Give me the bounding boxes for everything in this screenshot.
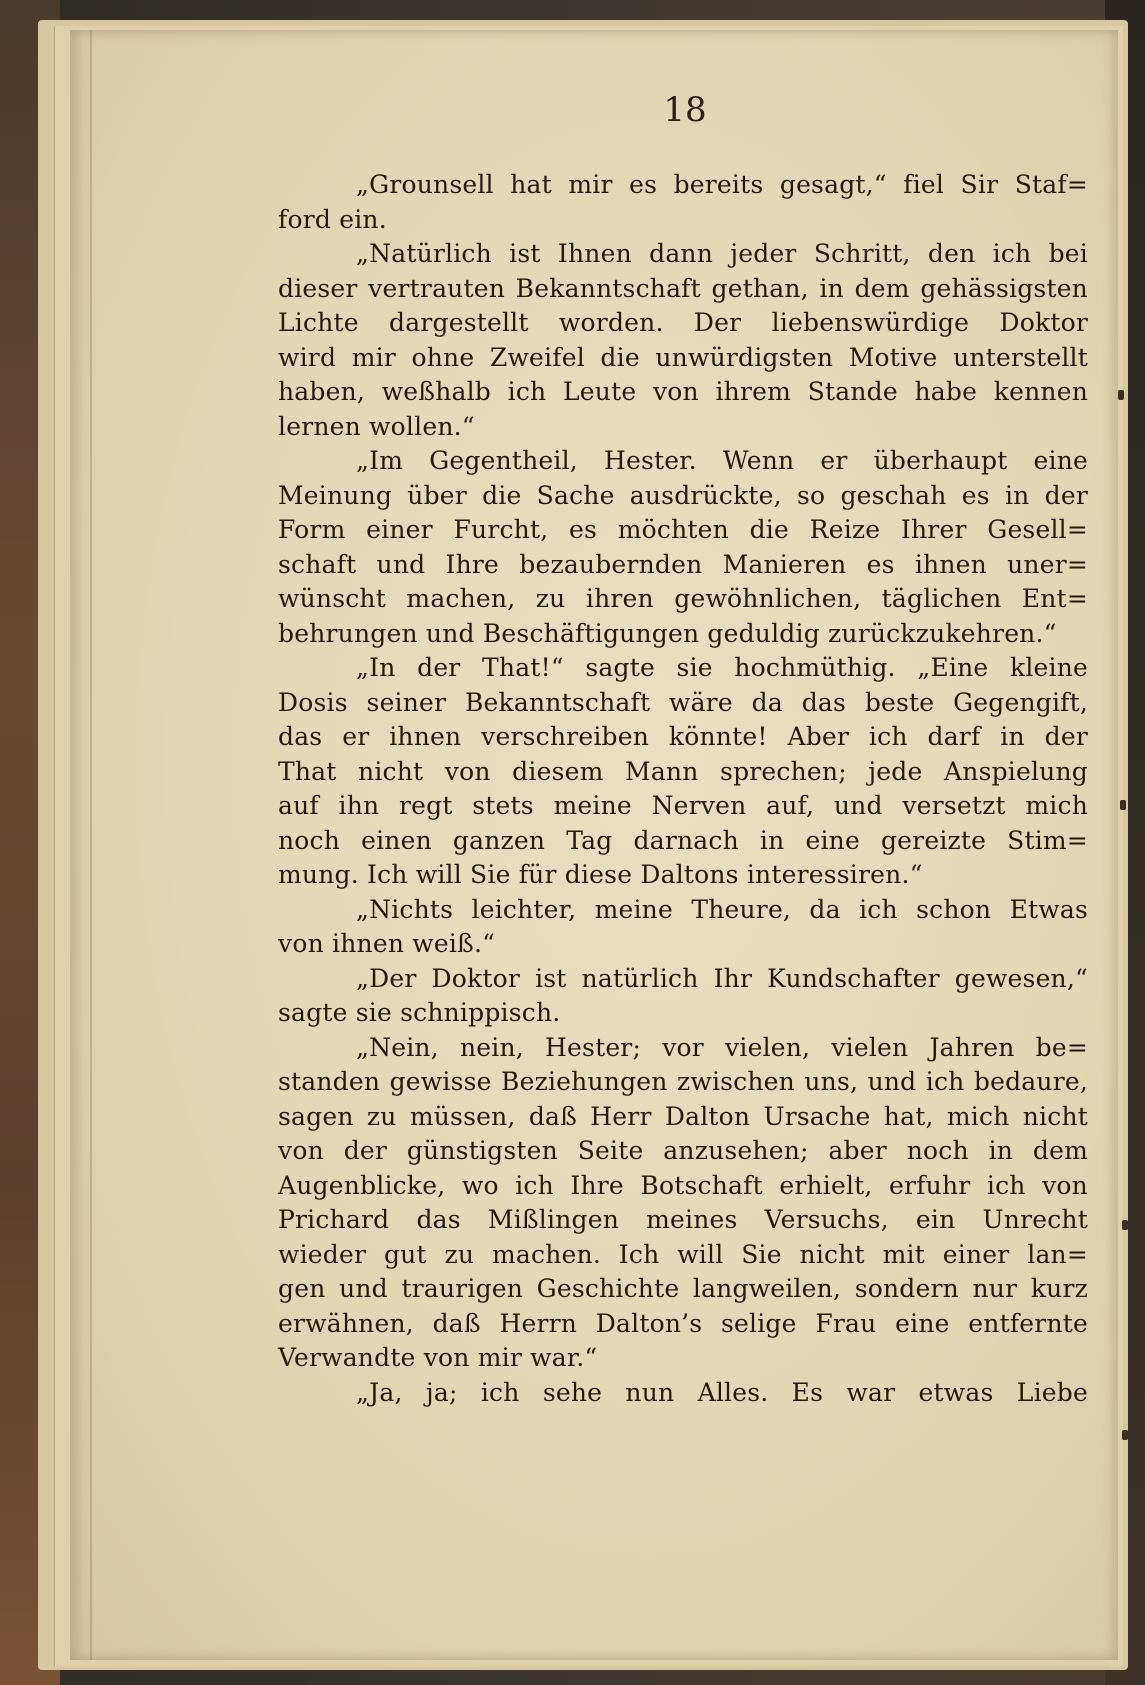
- text-line: Prichard das Mißlingen meines Versuchs, ein Unrecht: [278, 1205, 1088, 1234]
- text-line: von der günstigsten Seite anzusehen; aber noch in dem: [278, 1136, 1088, 1165]
- text-line: Lichte dargestellt worden. Der liebenswürdige Doktor: [278, 308, 1088, 337]
- text-line: wieder gut zu machen. Ich will Sie nicht mit einer lan=: [278, 1239, 1088, 1269]
- text-line: Verwandte von mir war.“: [278, 1343, 598, 1372]
- text-line: haben, weßhalb ich Leute von ihrem Stande habe kennen: [278, 377, 1088, 406]
- text-line: das er ihnen verschreiben könnte! Aber ich darf in der: [278, 722, 1088, 751]
- text-line: wird mir ohne Zweifel die unwürdigsten Motive unterstellt: [278, 342, 1088, 372]
- page-number: 18: [663, 90, 707, 130]
- page-gutter: [90, 30, 92, 1660]
- text-line: lernen wollen.“: [278, 411, 475, 441]
- text-line: „In der That!“ sagte sie hochmüthig. „Eine kleine: [356, 653, 1088, 682]
- text-line: Dosis seiner Bekanntschaft wäre da das beste Gegengift,: [278, 687, 1088, 717]
- text-line: ford ein.: [278, 204, 387, 234]
- text-line: standen gewisse Beziehungen zwischen uns, und ich bedaure,: [278, 1067, 1088, 1096]
- text-line: „Im Gegentheil, Hester. Wenn er überhaupt eine: [356, 446, 1088, 475]
- text-line: auf ihn regt stets meine Nerven auf, und versetzt mich: [278, 791, 1088, 820]
- text-line: „Nichts leichter, meine Theure, da ich schon Etwas: [356, 894, 1088, 924]
- text-line: sagen zu müssen, daß Herr Dalton Ursache hat, mich nicht: [278, 1101, 1088, 1131]
- text-line: That nicht von diesem Mann sprechen; jede Anspielung: [278, 756, 1088, 786]
- margin-speck: [1122, 1220, 1128, 1230]
- text-line: noch einen ganzen Tag darnach in eine gereizte Stim=: [278, 825, 1088, 855]
- text-line: behrungen und Beschäftigungen geduldig zurückzukehren.“: [278, 618, 1057, 648]
- text-line: von ihnen weiß.“: [278, 929, 496, 958]
- text-line: „Nein, nein, Hester; vor vielen, vielen Jahren be=: [356, 1032, 1088, 1062]
- text-line: schaft und Ihre bezaubernden Manieren es ihnen uner=: [278, 549, 1088, 579]
- text-line: „Natürlich ist Ihnen dann jeder Schritt, den ich bei: [356, 239, 1088, 268]
- text-line: erwähnen, daß Herrn Dalton’s selige Frau eine entfernte: [278, 1308, 1088, 1338]
- text-line: sagte sie schnippisch.: [278, 998, 561, 1027]
- text-line: „Grounsell hat mir es bereits gesagt,“ fiel Sir Staf=: [356, 170, 1088, 199]
- page-text: [278, 168, 1088, 1410]
- text-line: „Der Doktor ist natürlich Ihr Kundschafter gewesen,“: [356, 963, 1088, 993]
- margin-speck: [1118, 390, 1124, 400]
- text-line: Form einer Furcht, es möchten die Reize Ihrer Gesell=: [278, 515, 1088, 544]
- margin-speck: [1122, 1430, 1128, 1440]
- text-line: mung. Ich will Sie für diese Daltons interessiren.“: [278, 860, 923, 889]
- text-line: gen und traurigen Geschichte langweilen, sondern nur kurz: [278, 1274, 1088, 1303]
- text-line: dieser vertrauten Bekanntschaft gethan, in dem gehässigsten: [278, 273, 1088, 303]
- text-line: wünscht machen, zu ihren gewöhnlichen, täglichen Ent=: [278, 584, 1088, 613]
- text-line: Meinung über die Sache ausdrückte, so geschah es in der: [278, 480, 1088, 510]
- text-line: Augenblicke, wo ich Ihre Botschaft erhielt, erfuhr ich von: [278, 1170, 1088, 1200]
- text-line: „Ja, ja; ich sehe nun Alles. Es war etwas Liebe: [356, 1377, 1088, 1407]
- margin-speck: [1120, 800, 1126, 810]
